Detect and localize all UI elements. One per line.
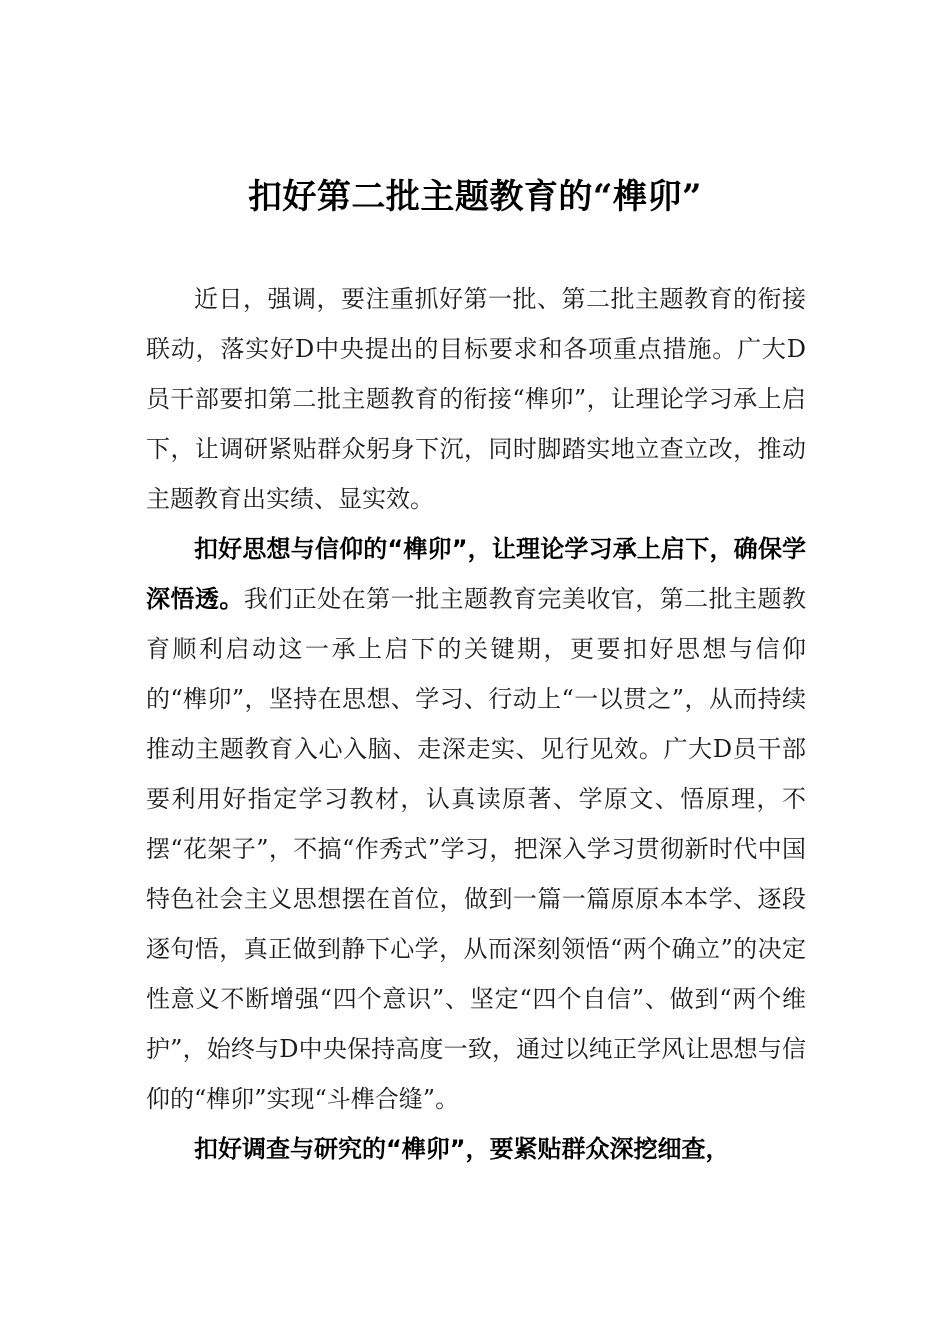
document-title: 扣好第二批主题教育的“榫卯” <box>247 177 703 217</box>
document-body <box>146 274 806 1174</box>
paragraph-lead: 扣好思想与信仰的“榫卯”，让理论学习承上启下，确保学深悟透。 <box>146 535 806 613</box>
paragraph-2 <box>146 524 806 1124</box>
paragraph-text: 近日，强调，要注重抓好第一批、第二批主题教育的衔接联动，落实好D中央提出的目标要求和各项重点措施。广大D员干部要扣第二批主题教育的衔接“榫卯”，让理论学习承上启下，让调研紧贴群众躬身下沉，同时脚踏实地立查立改，推动主题教育出实绩、显实效。 <box>146 285 806 513</box>
paragraph-text: 我们正处在第一批主题教育完美收官，第二批主题教育顺利启动这一承上启下的关键期，更要扣好思想与信仰的“榫卯”，坚持在思想、学习、行动上“一以贯之”，从而持续推动主题教育入心入脑、走深走实、见行见效。广大D员干部要利用好指定学习教材，认真读原著、学原文、悟原理，不摆“花架子”，不搞“作秀式”学习，把深入学习贯彻新时代中国特色社会主义思想摆在首位，做到一篇一篇原原本本学、逐段逐句悟，真正做到静下心学，从而深刻领悟“两个确立”的决定性意义不断增强“四个意识”、坚定“四个自信”、做到“两个维护”，始终与D中央保持高度一致，通过以纯正学风让思想与信仰的“榫卯”实现“斗榫合缝”。 <box>146 585 807 1113</box>
paragraph-1 <box>146 274 806 524</box>
paragraph-lead: 扣好调查与研究的“榫卯”，要紧贴群众深挖细查， <box>194 1135 730 1163</box>
paragraph-3 <box>146 1124 806 1174</box>
